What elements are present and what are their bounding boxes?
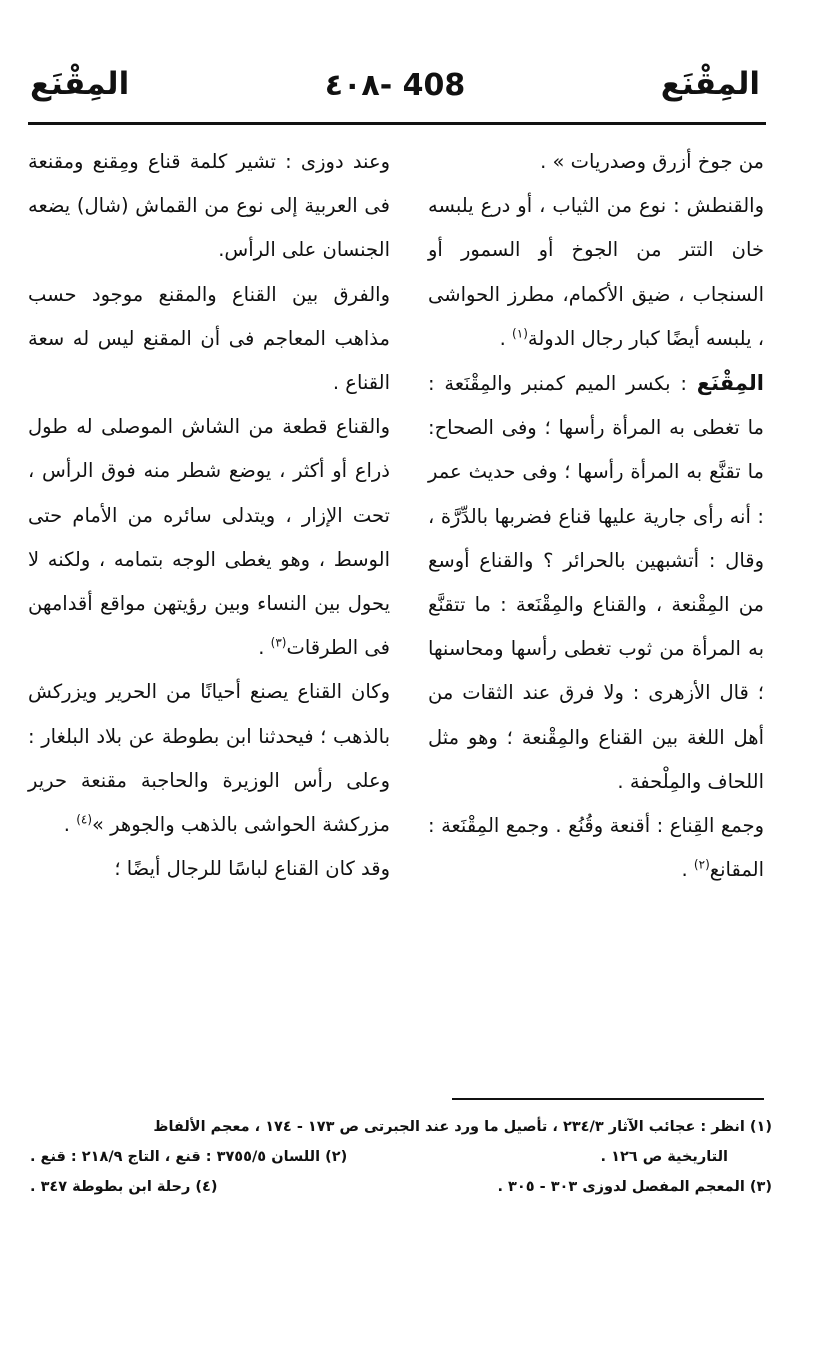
footnote-1-continued: التاريخية ص ١٢٦ . xyxy=(600,1149,728,1165)
paragraph-text: وعند دوزى : تشير كلمة قناع ومِقنع ومقنعة فى العربية إلى نوع من القماش (شال) يضعه الجنسان على الرأس. xyxy=(28,150,390,262)
paragraph-text: والقنطش : نوع من الثياب ، أو درع يلبسه خان التتر من الجوخ أو السمور أو السنجاب ، ضيق الأكمام، مطرز الحواشى ، يلبسه أيضًا كبار رجال الدولة xyxy=(428,194,764,350)
footnote-4: (٤) رحلة ابن بطوطة ٣٤٧ . xyxy=(30,1179,218,1195)
running-title-right: المِقْنَع xyxy=(660,66,760,102)
paragraph-text: من جوخ أزرق وصدريات » . xyxy=(540,150,764,173)
footnote-ref: (٤) xyxy=(76,812,93,827)
footnote-row xyxy=(30,1172,772,1202)
paragraph xyxy=(428,140,764,184)
paragraph xyxy=(28,273,390,406)
paragraph xyxy=(28,847,390,891)
footnote-2: (٢) اللسان ٣٧٥٥/٥ : قنع ، التاج ٢١٨/٩ : قنع . xyxy=(30,1149,348,1165)
paragraph xyxy=(28,670,390,847)
paragraph-end: . xyxy=(63,813,77,837)
footnote-row xyxy=(30,1142,772,1172)
footnotes xyxy=(30,1112,772,1202)
header-rule xyxy=(28,122,766,125)
footnote-ref: (١) xyxy=(512,326,528,341)
right-column xyxy=(428,140,764,892)
left-column xyxy=(28,140,390,891)
footnote-3: (٣) المعجم المفصل لدوزى ٣٠٣ - ٣٠٥ . xyxy=(497,1179,772,1195)
paragraph-text: والفرق بين القناع والمقنع موجود حسب مذاهب المعاجم فى أن المقنع ليس له سعة القناع . xyxy=(28,282,390,395)
paragraph-end: . xyxy=(681,858,694,882)
footnote-ref: (٣) xyxy=(270,635,287,650)
paragraph-text: وكان القناع يصنع أحيانًا من الحرير ويزركش بالذهب ؛ فيحدثنا ابن بطوطة عن بلاد البلغار : وعلى رأس الوزيرة والحاجبة مقنعة حرير مزركشة الحواشى بالذهب والجوهر » xyxy=(28,680,390,837)
paragraph xyxy=(28,140,390,273)
footnote-rule xyxy=(452,1098,764,1100)
entry-keyword: المِقْنَع xyxy=(696,371,764,396)
footnote-ref: (٢) xyxy=(693,857,710,872)
paragraph xyxy=(428,804,764,892)
paragraph xyxy=(428,361,764,804)
paragraph-text: وقد كان القناع لباسًا للرجال أيضًا ؛ xyxy=(114,857,390,881)
footnote-1: (١) انظر : عجائب الآثار ٢٣٤/٣ ، تأصيل ما ورد عند الجبرتى ص ١٧٣ - ١٧٤ ، معجم الألفاظ xyxy=(153,1119,772,1135)
paragraph-text: وجمع القِناع : أقنعة وقُنُع . وجمع المِقْنَعة : المقانع xyxy=(428,814,764,882)
paragraph xyxy=(28,405,390,670)
paragraph-end: . xyxy=(258,636,271,660)
paragraph-text: والقناع قطعة من الشاش الموصلى له طول ذراع أو أكثر ، يوضع شطر منه فوق الرأس ، تحت الإزار ، ويتدلى سائره من الأمام حتى الوسط ، وهو يغطى الوجه بتمامه ، ولكنه لا يحول بين النساء وبين رؤيتهن مواقع أقدامهن فى الطرقات xyxy=(28,415,390,660)
running-title-left: المِقْنَع xyxy=(30,66,130,102)
paragraph-end: . xyxy=(499,326,513,350)
paragraph xyxy=(428,184,764,361)
page-number: ٤٠٨- 408 xyxy=(324,68,466,103)
page-header xyxy=(30,62,760,112)
paragraph-text: : بكسر الميم كمنبر والمِقْنَعة : ما تغطى به المرأة رأسها ؛ وفى الصحاح: ما تقنَّع به المرأة رأسها ؛ وفى حديث عمر : أنه رأى جارية عليها قناع فضربها بالدِّرَّة ، وقال : أتشبهين بالحرائر ؟ والقناع أوسع من المِقْنعة ، والقناع والمِقْنَعة : ما تتقنَّع به المرأة من ثوب تغطى رأسها ومحاسنها ؛ قال الأزهرى : ولا فرق عند الثقات من أهل اللغة بين القناع والمِقْنعة ؛ وهو مثل اللحاف والمِلْحفة . xyxy=(428,372,764,793)
